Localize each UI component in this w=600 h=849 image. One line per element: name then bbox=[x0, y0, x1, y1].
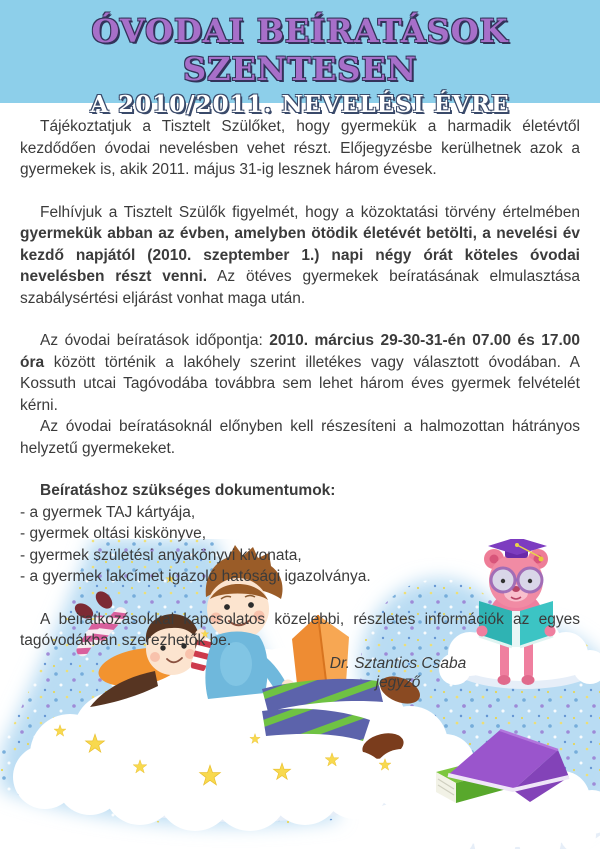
paragraph-dates bbox=[20, 330, 580, 416]
paragraph-law-bold: gyermekük abban az évben, amelyben ötödik életévét betölti, a nevelési év kezdő napjától (2010. szeptember 1.) napi négy órát köteles óvodai nevelésben részt venni. bbox=[20, 225, 580, 285]
body-text bbox=[0, 103, 600, 692]
paragraph-priority: Az óvodai beíratásoknál előnyben kell részesíteni a halmozottan hátrányos helyzetű gyermekeket. bbox=[20, 418, 580, 457]
list-item: - gyermek születési anyakönyvi kivonata, bbox=[20, 546, 302, 564]
page-subtitle: A 2010/2011. NEVELÉSI ÉVRE bbox=[90, 91, 510, 118]
paragraph-law-end: Az ötéves gyermekek beíratásának elmulasztása szabálysértési eljárást vonhat maga után. bbox=[20, 268, 581, 307]
paragraph-law-start: Felhívjuk a Tisztelt Szülők figyelmét, hogy a közoktatási törvény értelmében bbox=[40, 203, 580, 221]
paragraph-intro: Tájékoztatjuk a Tisztelt Szülőket, hogy gyermekük a harmadik életévtől kezdődően óvodai nevelésben vehet részt. Előjegyzésbe kerülhetnek azok a gyermekek is, akik 2011. május 31-ig lesznek három évesek. bbox=[20, 118, 580, 178]
paragraph-dates-end: között történik a lakóhely szerint illetékes vagy választott óvodában. A Kossuth utcai Tagóvodába továbbra sem lehet három éves gyermek felvételét kérni. bbox=[20, 353, 580, 414]
list-item: - a gyermek lakcímet igazoló hatósági igazolványa. bbox=[20, 568, 371, 585]
signature-title: jegyző bbox=[375, 673, 421, 691]
header-banner bbox=[0, 0, 600, 118]
documents-heading-text: Beíratáshoz szükséges dokumentumok: bbox=[40, 482, 336, 499]
documents-heading bbox=[20, 480, 580, 502]
paragraph-info: A beiratkozásokkal kapcsolatos közelebbi, részletes információk az egyes tagóvodákban szerezhetők be. bbox=[20, 610, 580, 649]
paragraph-dates-start: Az óvodai beíratások időpontja: bbox=[40, 332, 270, 349]
list-item: - a gyermek TAJ kártyája, bbox=[20, 503, 196, 521]
page-title: ÓVODAI BEÍRATÁSOK SZENTESEN bbox=[91, 12, 509, 88]
signature-name: Dr. Sztantics Csaba bbox=[329, 654, 467, 672]
documents-list bbox=[20, 502, 580, 588]
paragraph-dates-bold: 2010. március 29-30-31-én 07.00 és 17.00 óra bbox=[20, 332, 580, 371]
signature-block bbox=[278, 654, 518, 692]
paragraph-law bbox=[20, 202, 580, 310]
list-item: - gyermek oltási kiskönyve, bbox=[20, 525, 207, 542]
